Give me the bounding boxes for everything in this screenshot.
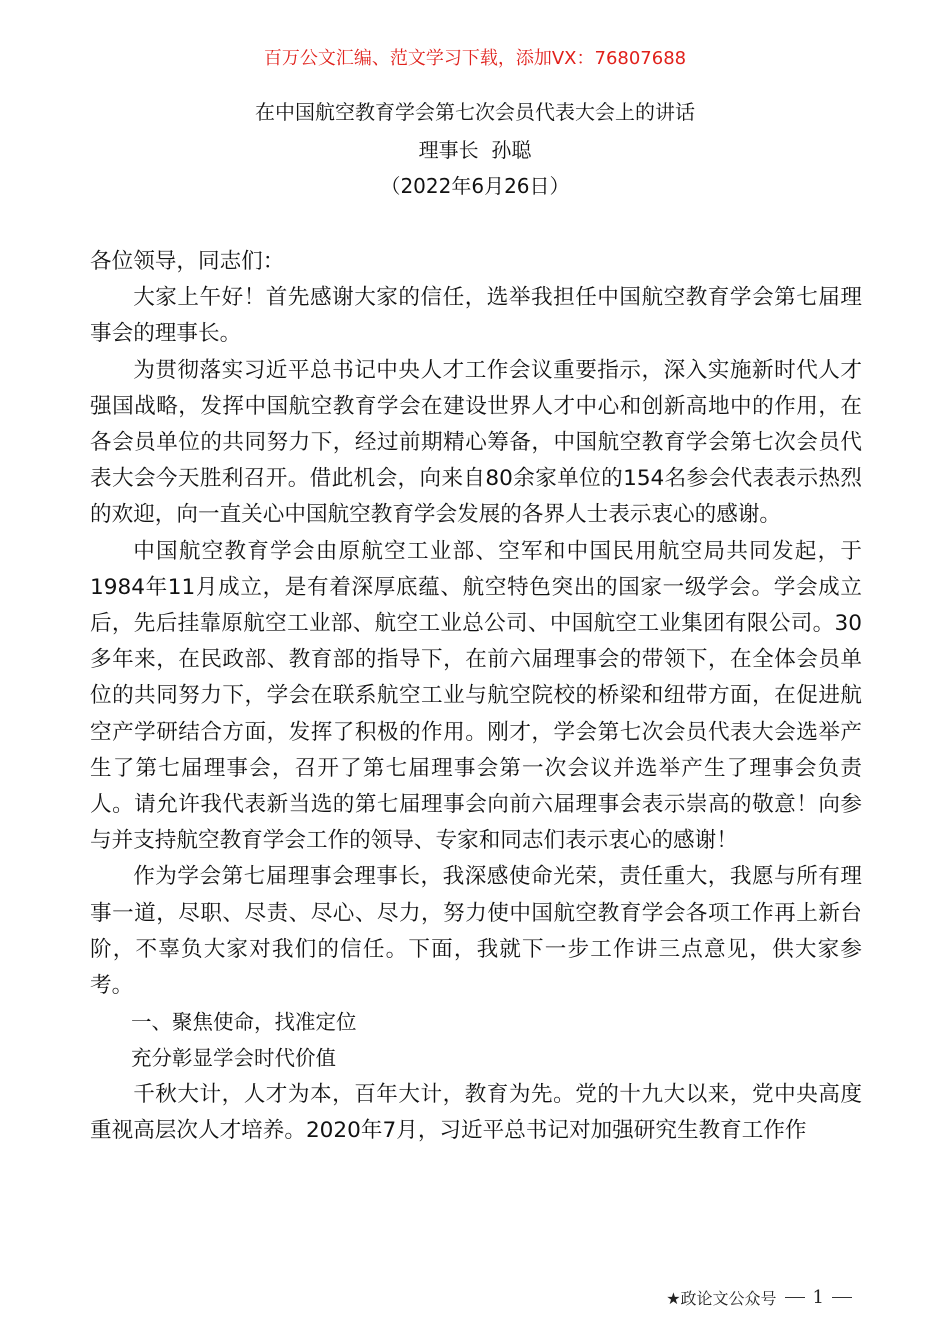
section-subheading: 充分彰显学会时代价值: [131, 1046, 336, 1071]
download-banner: 百万公文汇编、范文学习下载，添加VX：76807688: [263, 48, 687, 69]
page-footer: [560, 1283, 860, 1311]
speech-date: （2022年6月26日）: [380, 174, 570, 198]
section-heading: 一、聚焦使命，找准定位: [131, 1010, 357, 1035]
paragraph: 千秋大计，人才为本，百年大计，教育为先。党的十九大以来，党中央高度重视高层次人才培养。2020年7月，习近平总书记对加强研究生教育工作作: [90, 1081, 862, 1143]
paragraph: 中国航空教育学会由原航空工业部、空军和中国民用航空局共同发起，于1984年11月成立，是有着深厚底蕴、航空特色突出的国家一级学会。学会成立后，先后挂靠原航空工业部、航空工业总公司、中国航空工业集团有限公司。30多年来，在民政部、教育部的指导下，在前六届理事会的带领下，在全体会员单位的共同努力下，学会在联系航空工业与航空院校的桥梁和纽带方面，在促进航空产学研结合方面，发挥了积极的作用。刚才，学会第七次会员代表大会选举产生了第七届理事会，召开了第七届理事会第一次会议并选举产生了理事会负责人。请允许我代表新当选的第七届理事会向前六届理事会表示崇高的敬意！向参与并支持航空教育学会工作的领导、专家和同志们表示衷心的感谢！: [90, 538, 862, 854]
paragraph: 大家上午好！首先感谢大家的信任，选举我担任中国航空教育学会第七届理事会的理事长。: [90, 285, 862, 347]
speaker-line: 理事长 孙聪: [418, 138, 532, 162]
paragraph: 为贯彻落实习近平总书记中央人才工作会议重要指示，深入实施新时代人才强国战略，发挥中国航空教育学会在建设世界人才中心和创新高地中的作用，在各会员单位的共同努力下，经过前期精心筹备，中国航空教育学会第七次会员代表大会今天胜利召开。借此机会，向来自80余家单位的154名参会代表表示热烈的欢迎，向一直关心中国航空教育学会发展的各界人士表示衷心的感谢。: [90, 357, 862, 528]
speech-body: [90, 244, 862, 1149]
dash-right: [832, 1297, 852, 1298]
footer-source: ★政论文公众号: [666, 1288, 777, 1308]
speech-title: 在中国航空教育学会第七次会员代表大会上的讲话: [255, 100, 695, 124]
paragraph: 作为学会第七届理事会理事长，我深感使命光荣，责任重大，我愿与所有理事一道，尽职、尽责、尽心、尽力，努力使中国航空教育学会各项工作再上新台阶，不辜负大家对我们的信任。下面，我就下一步工作讲三点意见，供大家参考。: [90, 864, 862, 999]
dash-left: [785, 1297, 805, 1298]
page-number: 1: [812, 1286, 824, 1308]
salutation: 各位领导，同志们：: [90, 249, 285, 274]
